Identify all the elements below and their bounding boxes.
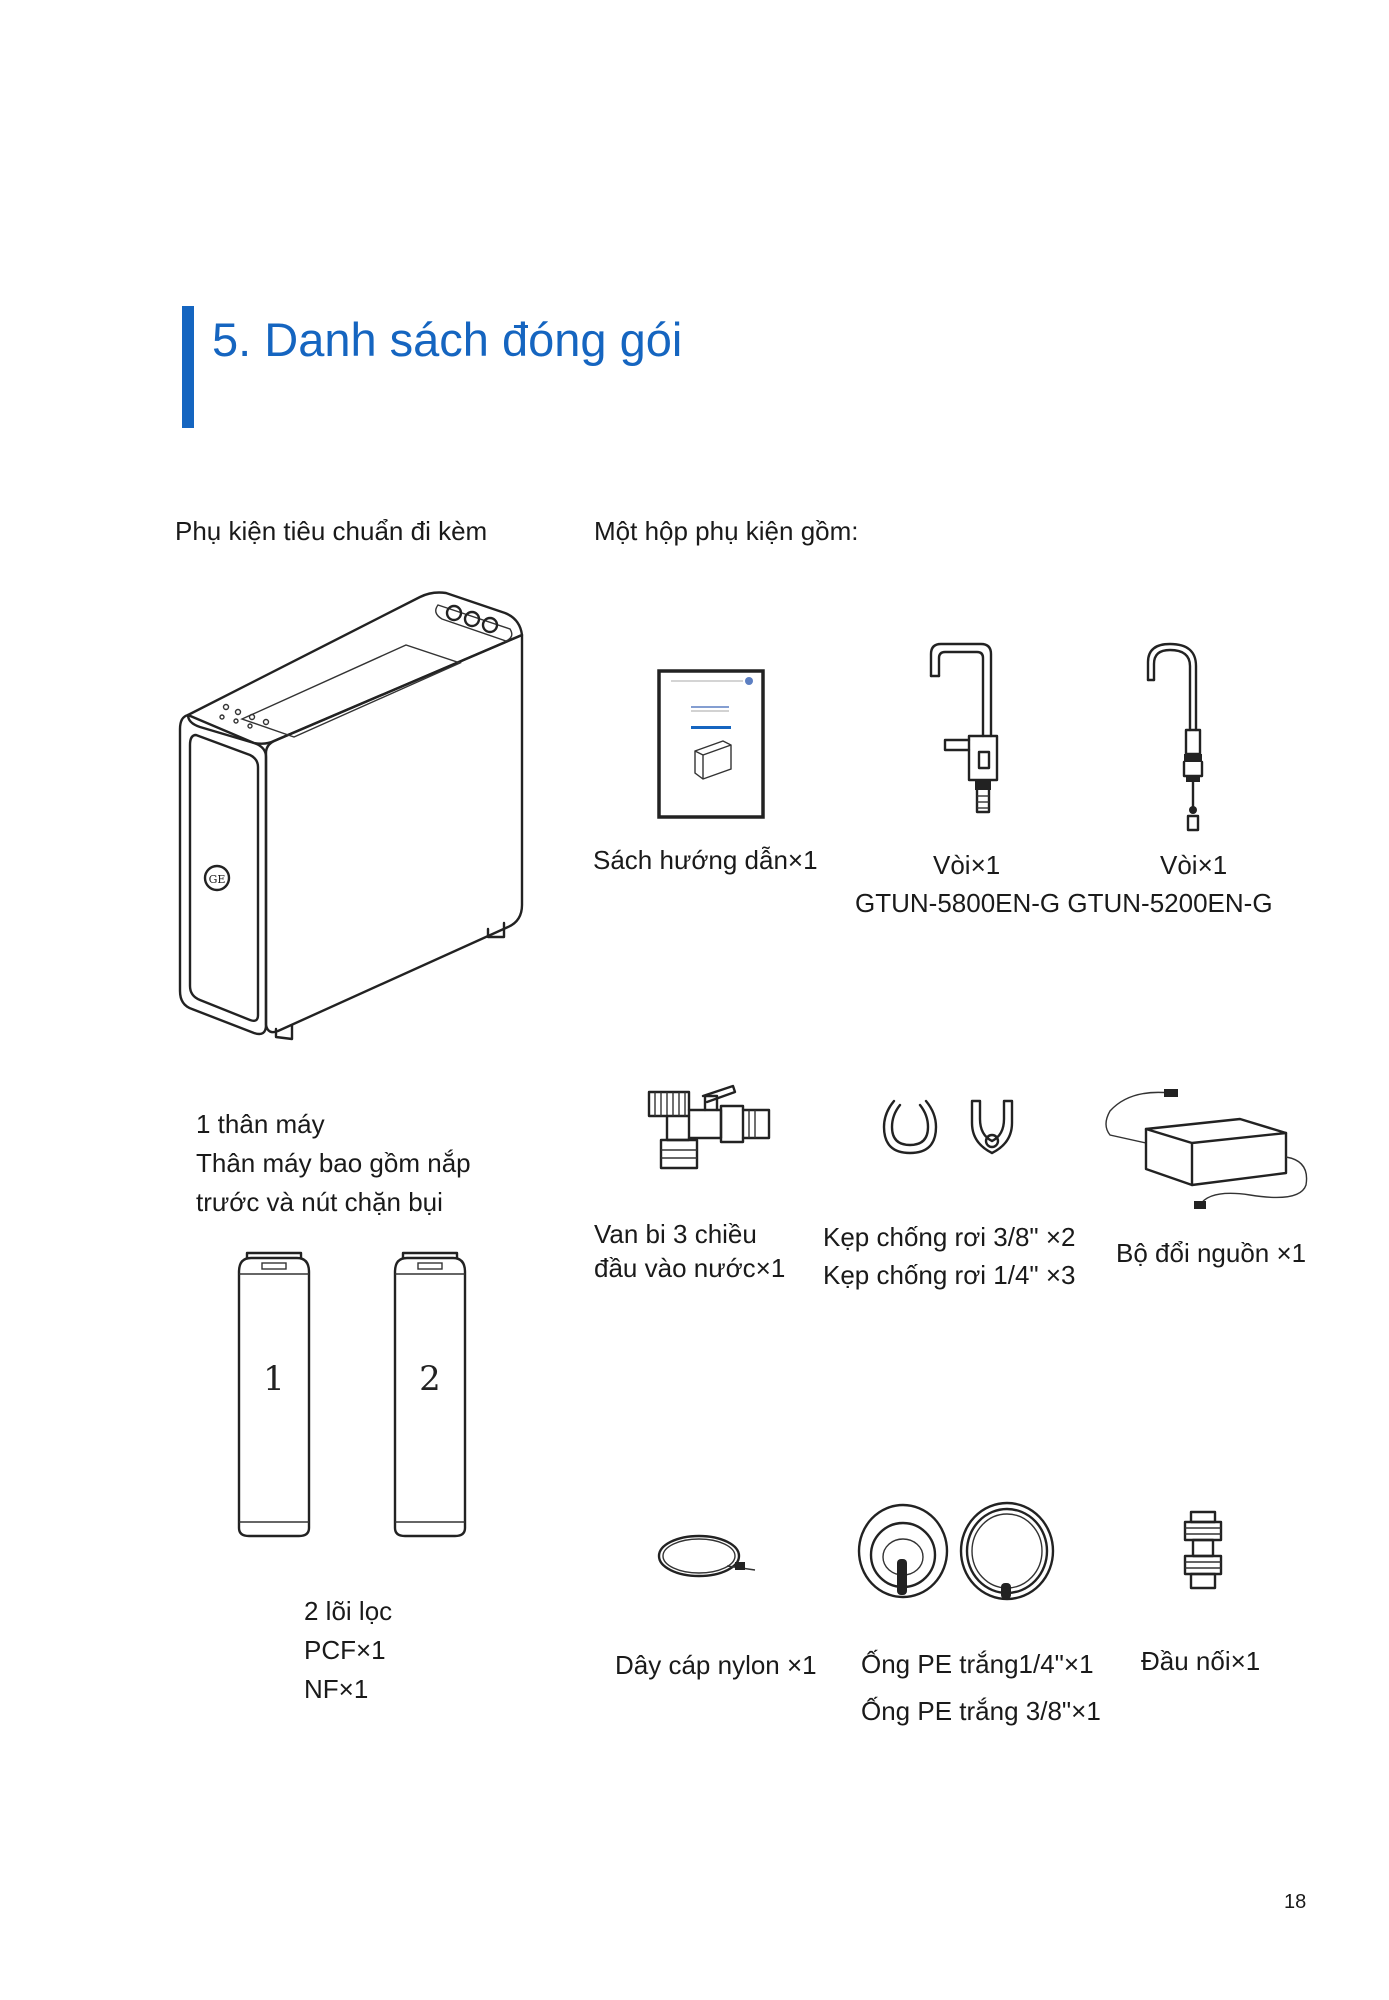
page-number: 18 xyxy=(1284,1891,1307,1913)
heading-standard-accessories: Phụ kiện tiêu chuẩn đi kèm xyxy=(175,516,488,546)
nylon-cable-label: Dây cáp nylon ×1 xyxy=(615,1650,817,1680)
nylon-cable-image xyxy=(655,1530,760,1590)
filters-line-2: PCF×1 xyxy=(304,1635,386,1665)
manual-label: Sách hướng dẫn×1 xyxy=(593,845,818,875)
heading-accessory-box: Một hộp phụ kiện gồm: xyxy=(594,516,859,546)
clips-line-2: Kẹp chống rơi 1/4" ×3 xyxy=(823,1260,1076,1290)
clips-line-1: Kẹp chống rơi 3/8" ×2 xyxy=(823,1222,1076,1252)
svg-text:GE: GE xyxy=(208,873,226,886)
ball-valve-line-1: Van bi 3 chiều xyxy=(594,1219,757,1249)
pe-tubes-image xyxy=(855,1497,1060,1607)
filter-2-number: 2 xyxy=(419,1359,441,1399)
pe-tubes-line-1: Ống PE trắng1/4"×1 xyxy=(861,1649,1094,1679)
water-purifier-unit-image xyxy=(170,585,540,1045)
power-adapter-image xyxy=(1100,1085,1315,1215)
connector-image xyxy=(1183,1510,1223,1595)
adapter-label: Bộ đổi nguồn ×1 xyxy=(1116,1238,1307,1268)
filters-line-3: NF×1 xyxy=(304,1674,369,1704)
anti-drop-clips-image xyxy=(880,1095,1020,1165)
faucet-models: GTUN-5800EN-G GTUN-5200EN-G xyxy=(855,888,1273,918)
main-unit-line-2: Thân máy bao gồm nắp xyxy=(196,1148,471,1178)
filter-cartridges-image xyxy=(235,1252,475,1542)
pe-tubes-line-2: Ống PE trắng 3/8"×1 xyxy=(861,1696,1101,1726)
faucet-5800-label: Vòi×1 xyxy=(933,850,1001,880)
filters-line-1: 2 lõi lọc xyxy=(304,1596,393,1626)
main-unit-line-1: 1 thân máy xyxy=(196,1109,325,1139)
filter-1-number: 1 xyxy=(263,1359,285,1399)
ball-valve-line-2: đầu vào nước×1 xyxy=(594,1253,786,1283)
faucet-5200-image xyxy=(1140,640,1220,840)
faucet-5800-image xyxy=(925,640,1005,830)
connector-label: Đầu nối×1 xyxy=(1141,1646,1261,1676)
title-accent-bar xyxy=(182,306,194,428)
ball-valve-image xyxy=(645,1080,775,1180)
manual-book-image xyxy=(657,669,765,819)
main-unit-line-3: trước và nút chặn bụi xyxy=(196,1187,443,1217)
section-title: 5. Danh sách đóng gói xyxy=(212,313,683,366)
faucet-5200-label: Vòi×1 xyxy=(1160,850,1228,880)
